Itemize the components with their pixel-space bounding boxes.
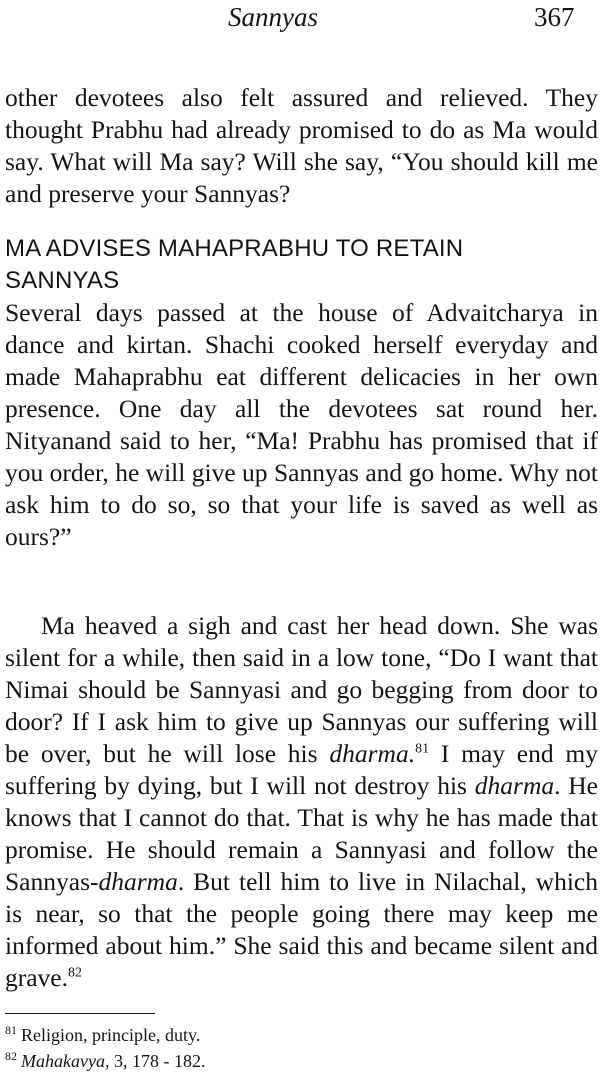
running-head xyxy=(0,2,600,42)
footnotes xyxy=(5,1022,595,1074)
text-segment: Ma heaved a sigh and cast her head down. She was silent for a while, then said in a low tone, “Do I want that Nimai should be Sannyasi and go begging from door to door? If I ask him to give up Sannyas our suffering will be over, but he will lose his xyxy=(5,611,598,768)
section-heading-line-2: SANNYAS xyxy=(5,267,120,294)
paragraph-continued: other devotees also felt assured and relieved. They thought Prabhu had already promised to do as Ma would say. What will Ma say? Will she say, “You should kill me and preserve your Sannyas? xyxy=(5,83,598,208)
footnote-81 xyxy=(5,1022,595,1048)
footnote-divider xyxy=(5,1013,155,1014)
footnote-number: 82 xyxy=(5,1049,17,1063)
footnote-source-title: Mahakavya, xyxy=(21,1051,110,1071)
italic-term-dharma: dharma. xyxy=(329,739,416,768)
page-number: 367 xyxy=(534,2,575,32)
italic-term-dharma: dharma xyxy=(98,867,178,896)
section-heading-line-1: MA ADVISES MAHAPRABHU TO RETAIN xyxy=(5,235,464,262)
paragraph-advaitcharya-house: Several days passed at the house of Advaitcharya in dance and kirtan. Shachi cooked herself everyday and made Mahaprabhu eat different delicacies in her own presence. One day all the devotees sat round her. Nityanand said to her, “Ma! Prabhu has promised that if you order, he will give up Sannyas and go home. Why not ask him to do so, so that your life is saved as well as ours?” xyxy=(5,298,598,551)
footnote-number: 81 xyxy=(5,1023,17,1037)
italic-term-dharma: dharma xyxy=(474,771,555,800)
footnote-text: 3, 178 - 182. xyxy=(109,1051,206,1071)
text-segment: I may end my suffering by dying, but I will not destroy his xyxy=(5,739,598,800)
footnote-82 xyxy=(5,1048,595,1074)
footnote-text: Religion, principle, duty. xyxy=(21,1025,201,1045)
section-heading xyxy=(5,233,565,297)
paragraph-ma-speaks xyxy=(5,610,598,994)
footnote-ref-81[interactable]: 81 xyxy=(415,741,430,757)
footnote-ref-82[interactable]: 82 xyxy=(68,965,83,981)
text-segment: . He knows that I cannot do that. That is why he has made that promise. He should remain a Sannyasi and follow the Sannyas- xyxy=(5,771,599,896)
text-segment: . But tell him to live in Nilachal, which is near, so that the people going there may keep me informed about him.” She said this and became silent and grave. xyxy=(5,867,598,992)
running-title: Sannyas xyxy=(228,2,318,32)
